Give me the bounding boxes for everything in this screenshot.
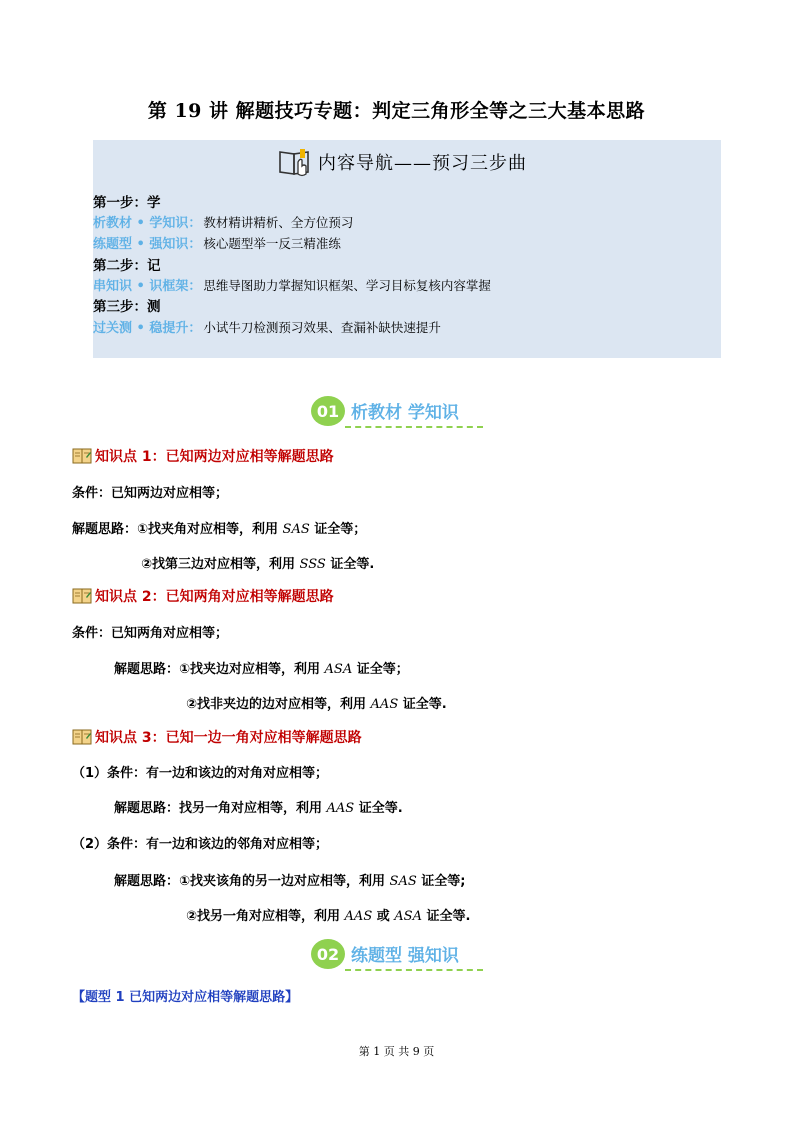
nav-row-4 (93, 318, 441, 339)
kp1-idea-a-text: 解题思路：①找夹角对应相等，利用 (72, 522, 283, 537)
kp2-idea-b-end: 证全等. (398, 697, 447, 712)
kp2-idea-a-math: ASA (324, 662, 353, 677)
nav-row-2-desc: 核心题型举一反三精准练 (203, 236, 341, 251)
kp3-c2-idea-b-text: ②找另一角对应相等，利用 (186, 909, 345, 924)
knowledge-point-3-heading (72, 727, 362, 747)
knowledge-point-3-title: 知识点 3：已知一边一角对应相等解题思路 (95, 730, 362, 746)
kp2-idea-a-end: 证全等； (352, 662, 409, 677)
nav-row-1 (93, 213, 353, 234)
question-type-1-heading: 【题型 1 已知两边对应相等解题思路】 (72, 990, 299, 1005)
kp3-c2-idea-b-math-2: ASA (394, 909, 422, 924)
page-title: 第 19 讲 解题技巧专题：判定三角形全等之三大基本思路 (147, 100, 646, 122)
kp3-c2-idea-a-text: 解题思路：①找夹该角的另一边对应相等，利用 (114, 874, 390, 889)
kp3-c2-idea-a-math: SAS (389, 874, 417, 889)
kp3-c2-idea-b (186, 905, 470, 924)
kp1-idea-a (72, 518, 366, 537)
kp2-idea-a-text: 解题思路：①找夹边对应相等，利用 (114, 662, 325, 677)
knowledge-point-1-title: 知识点 1：已知两边对应相等解题思路 (95, 449, 334, 465)
nav-row-3 (93, 276, 491, 297)
kp1-idea-b (141, 553, 374, 572)
section-title: 练题型 强知识 (351, 945, 459, 966)
nav-row-4-label: 过关测 • 稳提升： (93, 321, 202, 336)
section-underline (345, 426, 483, 428)
kp2-condition: 条件：已知两角对应相等； (72, 626, 229, 641)
kp1-idea-b-end: 证全等. (325, 557, 375, 572)
nav-row-2-label: 练题型 • 强知识： (93, 237, 202, 252)
kp3-c1-idea-end: 证全等. (354, 801, 403, 816)
step-one: 第一步：学 (93, 195, 161, 211)
notebook-icon (72, 448, 92, 464)
content-nav-header (278, 145, 527, 179)
page-footer: 第 1 页 共 9 页 (358, 1045, 435, 1058)
nav-row-3-label: 串知识 • 识框架： (93, 279, 202, 294)
kp3-condition-1: （1）条件：有一边和该边的对角对应相等； (72, 766, 329, 781)
kp3-condition-2: （2）条件：有一边和该边的邻角对应相等； (72, 837, 329, 852)
nav-row-3-desc: 思维导图助力掌握知识框架、学习目标复核内容掌握 (203, 278, 491, 293)
notebook-icon (72, 588, 92, 604)
kp1-idea-b-text: ②找第三边对应相等，利用 (141, 557, 300, 572)
kp3-c2-idea-a-end: 证全等; (416, 874, 466, 889)
nav-row-4-desc: 小试牛刀检测预习效果、查漏补缺快速提升 (203, 320, 441, 335)
book-pointer-icon (278, 146, 314, 178)
kp2-idea-b-text: ②找非夹边的边对应相等，利用 (186, 697, 371, 712)
kp3-c1-idea-text: 解题思路：找另一角对应相等，利用 (114, 801, 327, 816)
step-three: 第三步：测 (93, 299, 161, 315)
section-header-02 (311, 937, 459, 971)
knowledge-point-1-heading (72, 446, 334, 466)
kp1-condition: 条件：已知两边对应相等； (72, 486, 229, 501)
kp3-c2-idea-b-math-1: AAS (344, 909, 373, 924)
kp3-c2-idea-b-mid: 或 (372, 909, 395, 924)
kp3-c2-idea-b-end: 证全等. (421, 909, 471, 924)
nav-row-1-desc: 教材精讲精析、全方位预习 (203, 215, 354, 230)
kp1-idea-b-math: SSS (299, 557, 326, 572)
section-header-01 (311, 394, 459, 428)
step-two: 第二步：记 (93, 258, 161, 274)
kp2-idea-a (114, 658, 409, 677)
kp3-c1-idea (114, 797, 403, 816)
content-nav-title: 内容导航——预习三步曲 (318, 153, 527, 174)
section-number-badge: 02 (311, 939, 345, 969)
knowledge-point-2-heading (72, 586, 334, 606)
section-number-badge: 01 (311, 396, 345, 426)
kp1-idea-a-math: SAS (282, 522, 310, 537)
nav-row-1-label: 析教材 • 学知识： (93, 216, 202, 231)
kp1-idea-a-end: 证全等； (309, 522, 367, 537)
kp3-c1-idea-math: AAS (326, 801, 355, 816)
kp2-idea-b-math: AAS (370, 697, 399, 712)
notebook-icon (72, 729, 92, 745)
nav-row-2 (93, 234, 341, 255)
knowledge-point-2-title: 知识点 2：已知两角对应相等解题思路 (95, 589, 334, 605)
section-underline (345, 969, 483, 971)
kp2-idea-b (186, 693, 447, 712)
kp3-c2-idea-a (114, 870, 465, 889)
section-title: 析教材 学知识 (351, 402, 459, 423)
